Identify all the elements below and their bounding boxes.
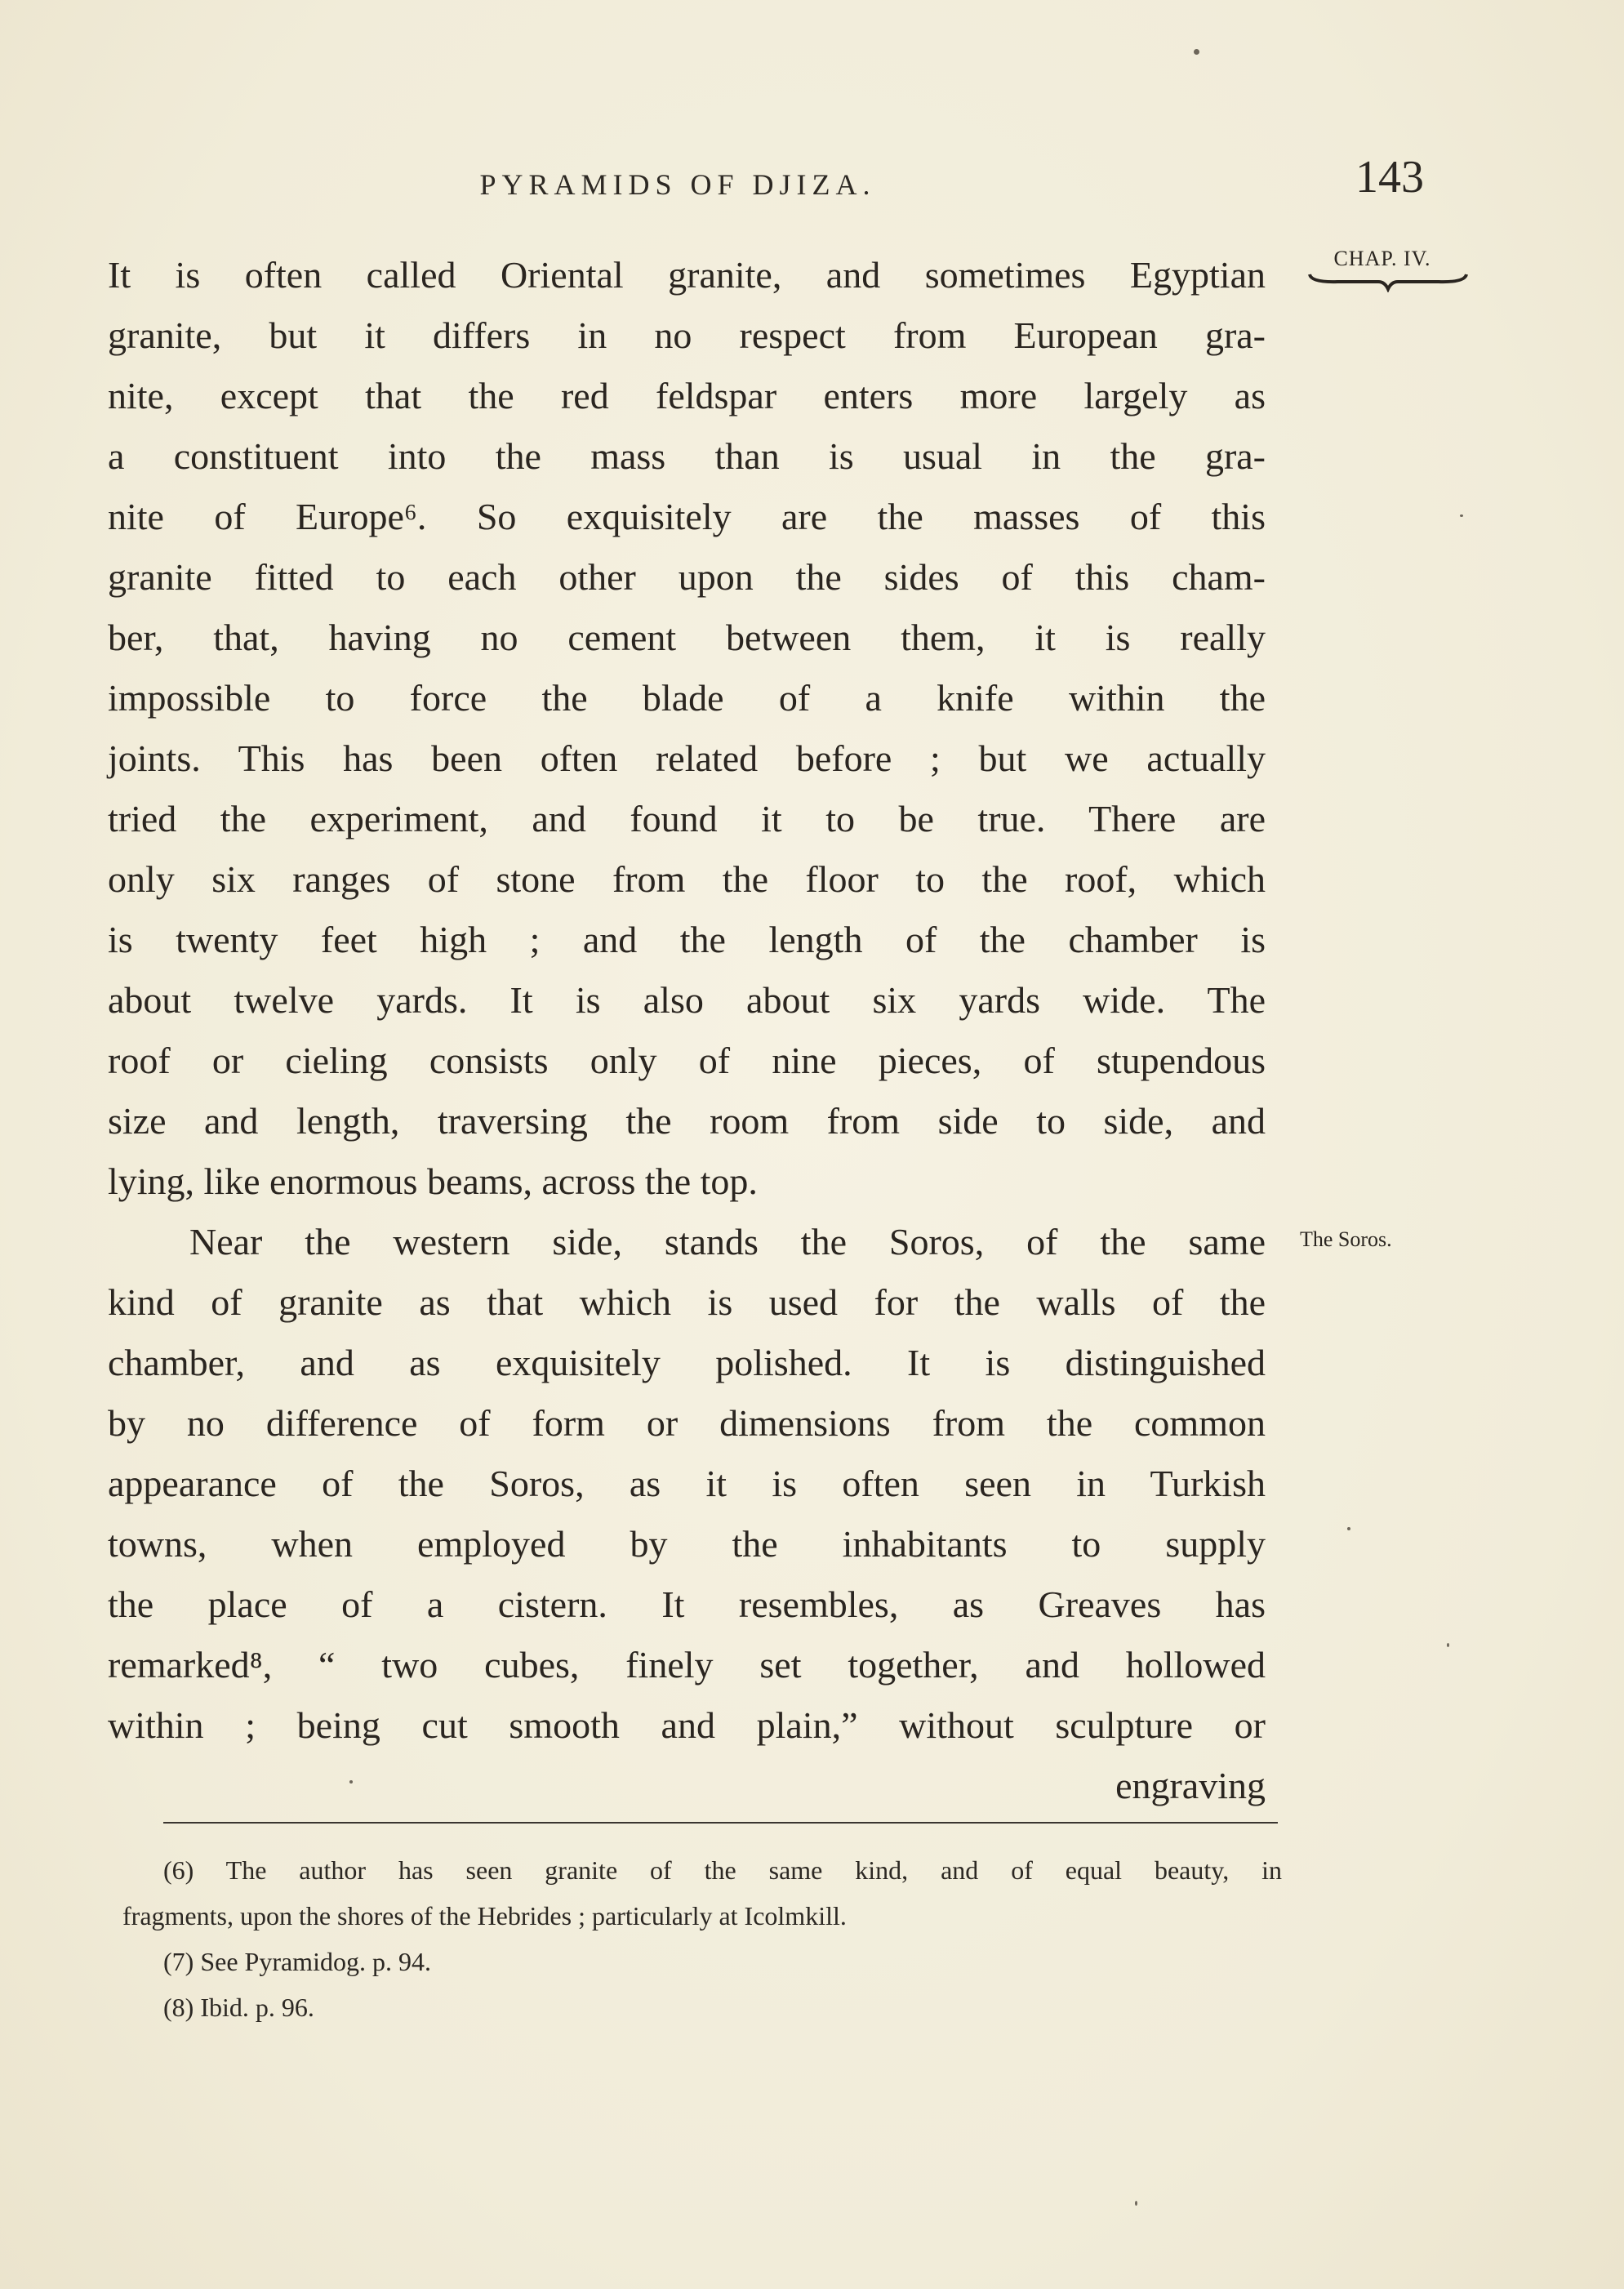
text-line: only six ranges of stone from the floor to the roof, which: [108, 858, 1266, 900]
text-line: granite fitted to each other upon the sides of this cham-: [108, 556, 1266, 598]
text-line: kind of granite as that which is used for the walls of the: [108, 1281, 1266, 1323]
text-line: impossible to force the blade of a knife within the: [108, 677, 1266, 719]
text-line: size and length, traversing the room from side to side, and: [108, 1100, 1266, 1142]
catchword: engraving: [1115, 1765, 1266, 1806]
paper-speck: [1194, 49, 1199, 55]
text-line: roof or cieling consists only of nine pieces, of stupendous: [108, 1040, 1266, 1081]
text-line: It is often called Oriental granite, and sometimes Egyptian: [108, 254, 1266, 296]
footnote-8: (8) Ibid. p. 96.: [163, 1993, 314, 2022]
paper-speck: [1135, 2201, 1137, 2206]
text-line: remarked⁸, “ two cubes, finely set together, and hollowed: [108, 1644, 1266, 1686]
text-line: within ; being cut smooth and plain,” without sculpture or: [108, 1704, 1266, 1746]
footnote-7: (7) See Pyramidog. p. 94.: [163, 1947, 431, 1976]
text-line: joints. This has been often related before ; but we actually: [108, 737, 1266, 779]
text-line: towns, when employed by the inhabitants to supply: [108, 1523, 1266, 1565]
paper-speck: [1347, 1527, 1350, 1530]
text-line: tried the experiment, and found it to be true. There are: [108, 798, 1266, 839]
paper-speck: [1460, 514, 1463, 517]
margin-note-chapter-label: CHAP. IV.: [1333, 247, 1431, 270]
text-line: lying, like enormous beams, across the top.: [108, 1160, 758, 1202]
page-number: 143: [1355, 152, 1424, 203]
running-title: PYRAMIDS OF DJIZA.: [479, 168, 876, 201]
margin-note-chapter: [1305, 247, 1460, 292]
text-line: is twenty feet high ; and the length of the chamber is: [108, 919, 1266, 960]
text-line: nite, except that the red feldspar enters more largely as: [108, 375, 1266, 416]
footnote-6-continued: fragments, upon the shores of the Hebrides ; particularly at Icolmkill.: [122, 1901, 847, 1931]
text-line: the place of a cistern. It resembles, as Greaves has: [108, 1583, 1266, 1625]
brace-icon: [1305, 271, 1468, 292]
margin-note-soros: The Soros.: [1300, 1227, 1392, 1251]
text-line: Near the western side, stands the Soros, of the same: [189, 1221, 1266, 1263]
footnote-divider: [163, 1822, 1278, 1824]
footnotes: [122, 1847, 1282, 2030]
text-line: by no difference of form or dimensions from the common: [108, 1402, 1266, 1444]
paper-speck: [349, 1780, 353, 1784]
footnote-6: (6) The author has seen granite of the same kind, and of equal beauty, in: [163, 1855, 1282, 1885]
text-line: ber, that, having no cement between them, it is really: [108, 617, 1266, 658]
text-line: chamber, and as exquisitely polished. It is distinguished: [108, 1342, 1266, 1383]
body-text: [108, 245, 1266, 1816]
text-line: about twelve yards. It is also about six yards wide. The: [108, 979, 1266, 1021]
text-line: a constituent into the mass than is usual in the gra-: [108, 435, 1266, 477]
text-line: nite of Europe⁶. So exquisitely are the masses of this: [108, 496, 1266, 537]
text-line: granite, but it differs in no respect from European gra-: [108, 314, 1266, 356]
paper-speck: [1447, 1643, 1449, 1647]
text-line: appearance of the Soros, as it is often seen in Turkish: [108, 1463, 1266, 1504]
